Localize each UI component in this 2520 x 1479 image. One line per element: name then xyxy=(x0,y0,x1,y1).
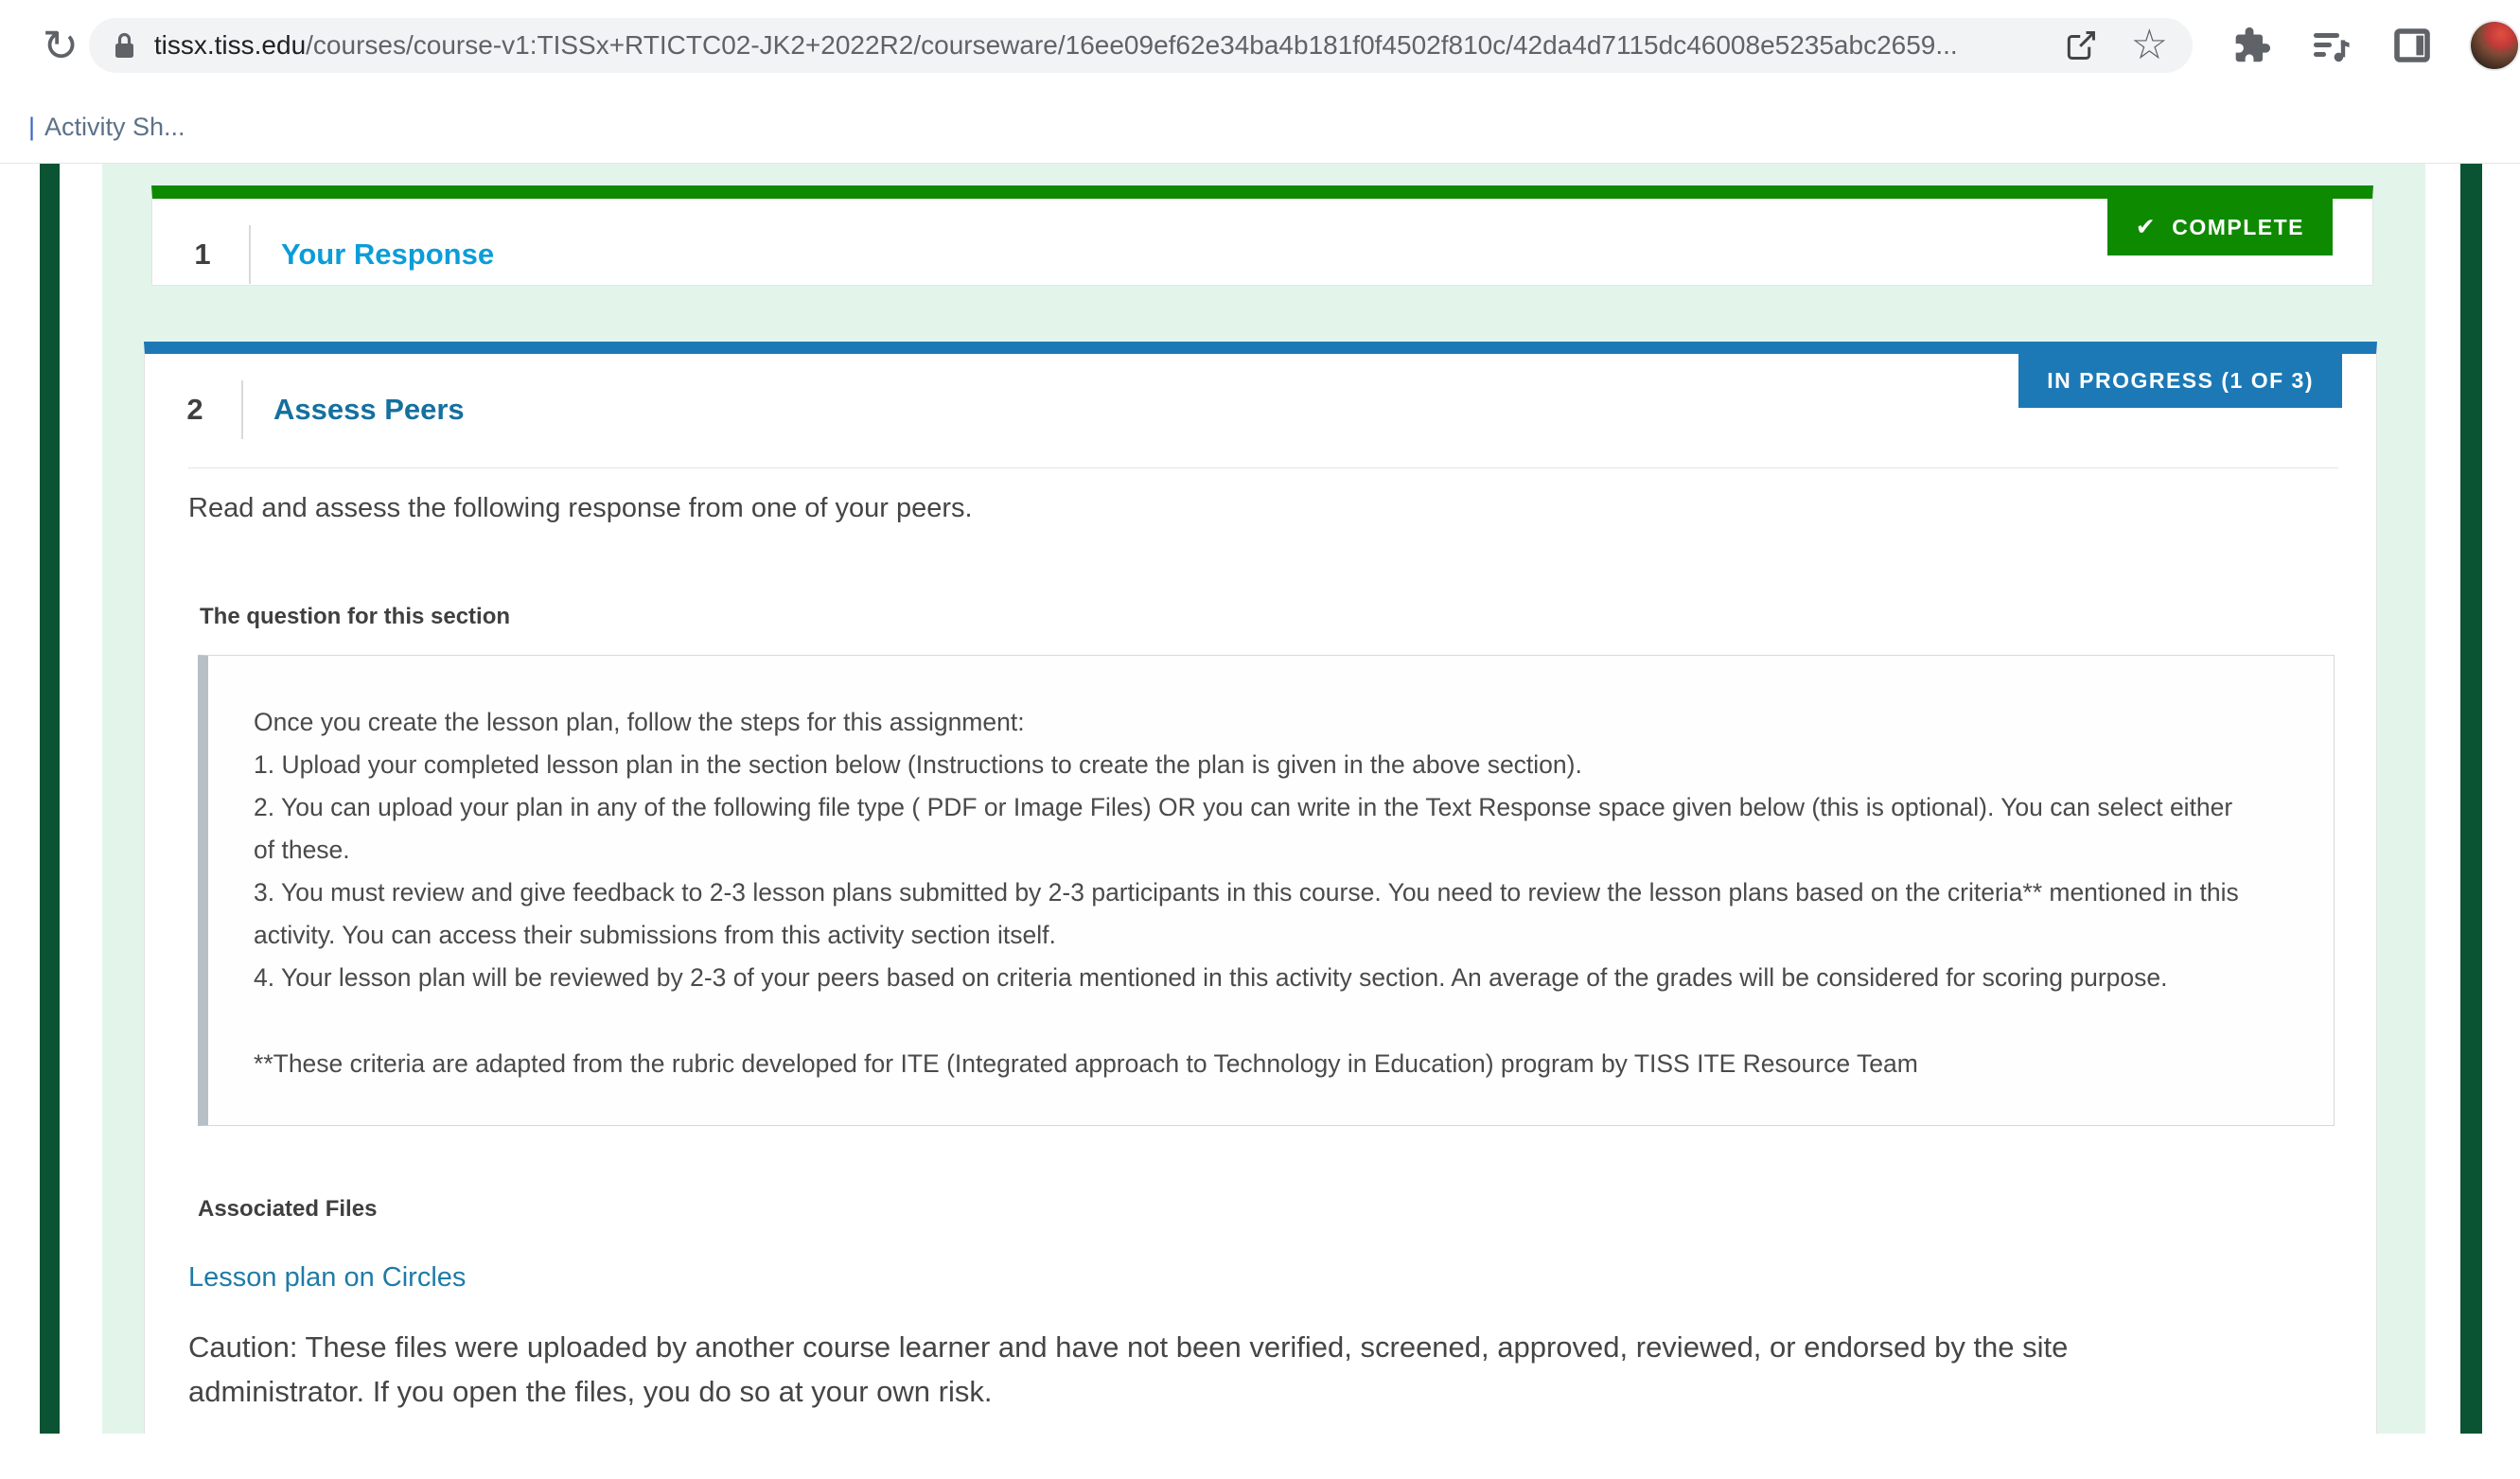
bookmark-separator: | xyxy=(28,112,36,141)
browser-toolbar xyxy=(0,0,2520,91)
url-text xyxy=(154,30,2031,61)
step-number: 2 xyxy=(186,393,203,426)
bookmarks-bar xyxy=(0,91,2520,163)
extensions-puzzle-icon[interactable] xyxy=(2229,24,2272,67)
caution-text: Caution: These files were uploaded by another course learner and have not been verified, screened, approved, reviewed, or endorsed by the site administrator. If you open the files, you do so at your own risk. xyxy=(188,1330,2069,1408)
step-assess-peers-card xyxy=(144,342,2377,1434)
header-divider xyxy=(249,225,251,284)
associated-files-heading: Associated Files xyxy=(198,1196,378,1223)
question-paragraph: Once you create the lesson plan, follow the steps for this assignment: xyxy=(254,708,1025,736)
status-badge-label: COMPLETE xyxy=(2172,214,2304,239)
check-icon: ✔ xyxy=(2135,214,2158,240)
assess-instruction: Read and assess the following response from one of your peers. xyxy=(188,493,973,523)
side-panel-icon[interactable] xyxy=(2389,23,2435,68)
step-number: 1 xyxy=(194,238,211,271)
question-paragraph: 2. You can upload your plan in any of the following file type ( PDF or Image Files) OR you can write in the Text Response space given below (this is optional). You can select either of these. xyxy=(254,793,2233,865)
reload-icon[interactable]: ↻ xyxy=(42,21,79,70)
lock-icon[interactable] xyxy=(112,30,137,61)
lesson-plan-file-link[interactable]: Lesson plan on Circles xyxy=(188,1262,467,1294)
status-badge-in-progress xyxy=(2018,354,2342,408)
question-box xyxy=(198,655,2335,1126)
url-path: /courses/course-v1:TISSx+RTICTC02-JK2+2022R2/courseware/16ee09ef62e34ba4b181f0f4502f810c/42da4d7115dc46008e5235abc2659... xyxy=(306,30,1958,60)
section-divider xyxy=(188,467,2338,468)
question-footnote: **These criteria are adapted from the rubric developed for ITE (Integrated approach to Technology in Education) program by TISS ITE Resource Team xyxy=(254,1049,1918,1079)
step-title[interactable]: Your Response xyxy=(281,238,495,271)
question-paragraph: 3. You must review and give feedback to 2-3 lesson plans submitted by 2-3 participants in this course. You need to review the lesson plans based on the criteria** mentioned in this activity. You can access their submissions from this activity section itself. xyxy=(254,878,2239,950)
step-header[interactable] xyxy=(152,199,2372,284)
question-paragraph: 1. Upload your completed lesson plan in the section below (Instructions to create the plan is given in the above section). xyxy=(254,750,1582,780)
bookmark-activity-item[interactable]: Activity Sh... xyxy=(44,112,185,141)
url-domain: tissx.tiss.edu xyxy=(153,30,307,60)
profile-avatar[interactable] xyxy=(2469,20,2520,71)
status-badge-label: IN PROGRESS (1 OF 3) xyxy=(2047,368,2314,393)
header-divider xyxy=(241,380,243,439)
bookmark-star-icon[interactable]: ☆ xyxy=(2130,22,2169,68)
share-icon[interactable] xyxy=(2063,27,2099,63)
question-heading: The question for this section xyxy=(200,604,511,629)
right-theme-stripe xyxy=(2460,164,2482,1434)
step-title[interactable]: Assess Peers xyxy=(273,393,465,426)
left-theme-stripe xyxy=(40,164,60,1434)
step-your-response-card xyxy=(151,185,2373,286)
media-controls-icon[interactable] xyxy=(2308,23,2353,68)
question-paragraph: 4. Your lesson plan will be reviewed by 2-3 of your peers based on criteria mentioned in this activity section. An average of the grades will be considered for scoring purpose. xyxy=(254,963,2168,993)
course-page xyxy=(0,163,2520,1434)
url-bar[interactable] xyxy=(89,18,2193,73)
status-badge-complete xyxy=(2107,199,2333,255)
